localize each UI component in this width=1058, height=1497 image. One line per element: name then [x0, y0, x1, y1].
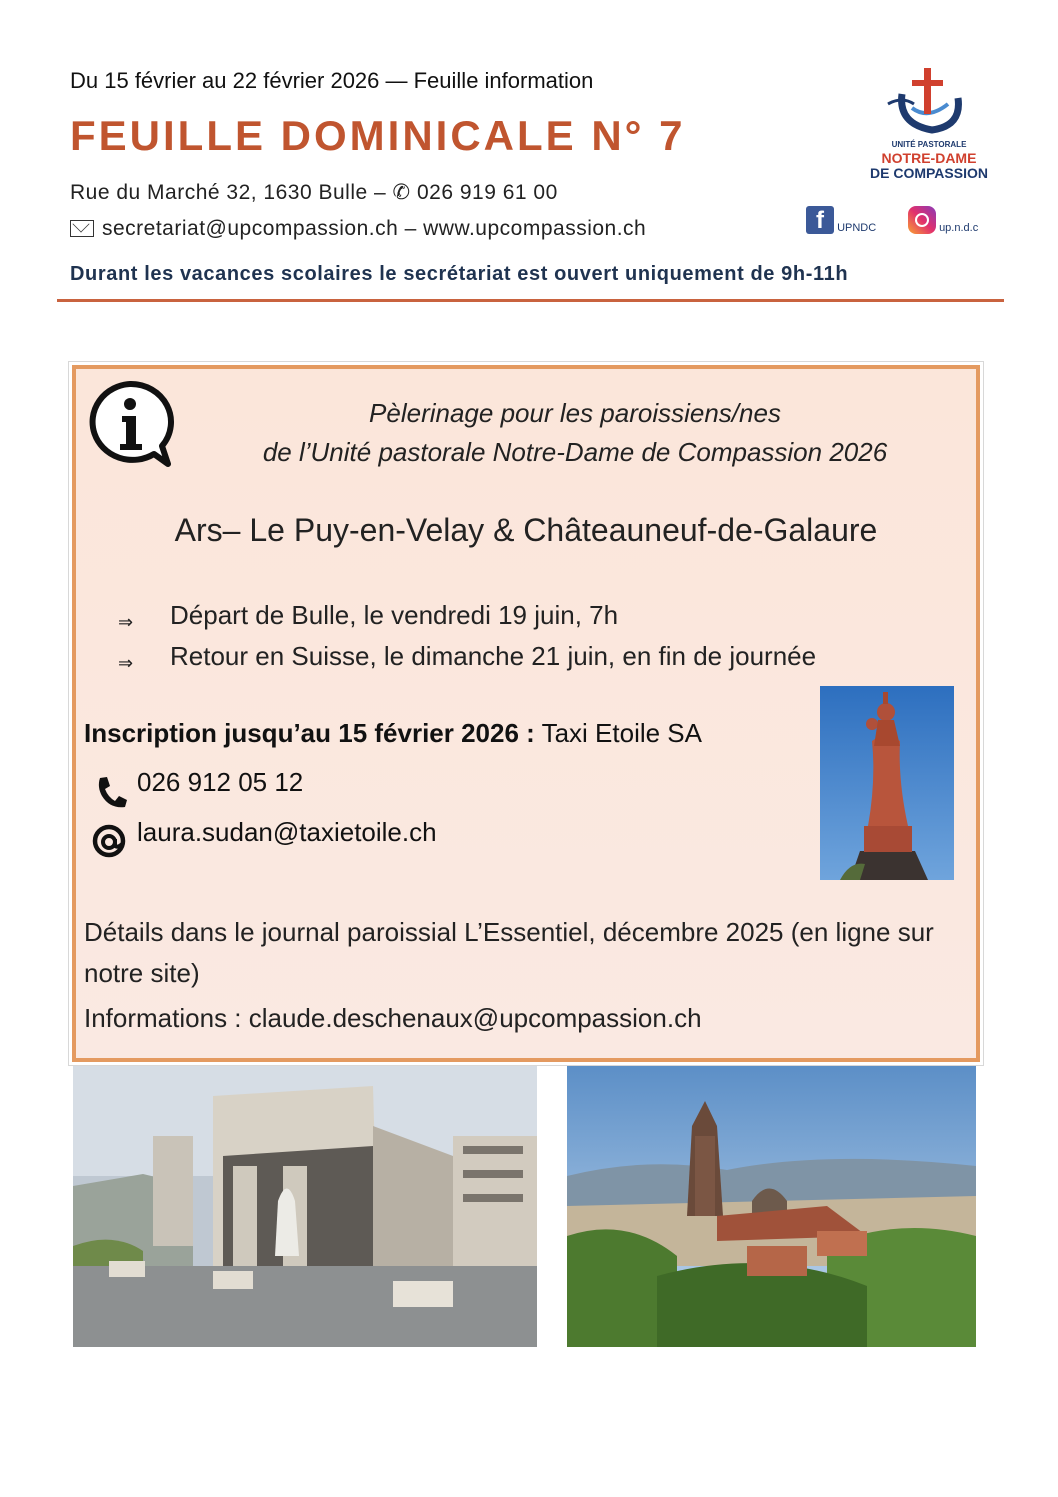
contact-line	[70, 217, 646, 241]
arrow-icon: ⇒	[118, 653, 134, 673]
list-item: Retour en Suisse, le dimanche 21 juin, en fin de journée	[170, 641, 817, 671]
informations-contact[interactable]: Informations : claude.deschenaux@upcompassion.ch	[84, 1003, 702, 1033]
logo-line2: NOTRE-DAME	[881, 150, 977, 166]
secretariat-notice: Durant les vacances scolaires le secrétariat est ouvert uniquement de 9h-11h	[70, 263, 849, 285]
facebook-icon: f	[806, 206, 834, 234]
date-line: Du 15 février au 22 février 2026 — Feuille information	[70, 68, 594, 93]
pilgrimage-intro-1: Pèlerinage pour les paroissiens/nes	[369, 398, 781, 428]
list-item: Départ de Bulle, le vendredi 19 juin, 7h	[170, 600, 619, 630]
logo-line3: DE COMPASSION	[870, 165, 988, 181]
phone-icon	[94, 774, 128, 810]
cross-logo-icon	[862, 64, 996, 138]
parish-logo	[862, 64, 996, 184]
facebook-label: UPNDC	[837, 222, 877, 234]
details-text: Détails dans le journal paroissial L’Essentiel, décembre 2025 (en ligne sur notre site)	[84, 917, 934, 988]
header-divider	[57, 299, 1004, 302]
envelope-icon	[70, 220, 94, 237]
statue-photo	[820, 686, 954, 880]
instagram-icon	[908, 206, 936, 234]
address: Rue du Marché 32, 1630 Bulle – ✆ 026 919 61 00	[70, 181, 558, 204]
le-puy-cathedral-photo	[567, 1066, 976, 1347]
registration-line	[84, 718, 702, 749]
email-web[interactable]: secretariat@upcompassion.ch – www.upcompassion.ch	[102, 217, 647, 240]
email-link[interactable]: laura.sudan@taxietoile.ch	[137, 817, 437, 847]
registration-agency: Taxi Etoile SA	[534, 718, 702, 748]
instagram-label: up.n.d.c	[939, 222, 979, 234]
facebook-link[interactable]	[806, 206, 876, 234]
at-sign-icon	[92, 824, 126, 858]
arrow-icon: ⇒	[118, 612, 134, 632]
page-title: FEUILLE DOMINICALE N° 7	[70, 112, 686, 159]
info-icon	[84, 378, 176, 470]
instagram-link[interactable]	[908, 206, 978, 234]
pilgrimage-intro-2: de l’Unité pastorale Notre-Dame de Compassion 2026	[262, 437, 888, 467]
pilgrimage-route: Ars– Le Puy-en-Velay & Châteauneuf-de-Galaure	[174, 512, 878, 548]
phone-number[interactable]: 026 912 05 12	[137, 767, 304, 797]
ars-basilica-photo	[73, 1066, 537, 1347]
logo-line1: UNITÉ PASTORALE	[891, 140, 967, 149]
registration-deadline: Inscription jusqu’au 15 février 2026 :	[84, 718, 535, 748]
